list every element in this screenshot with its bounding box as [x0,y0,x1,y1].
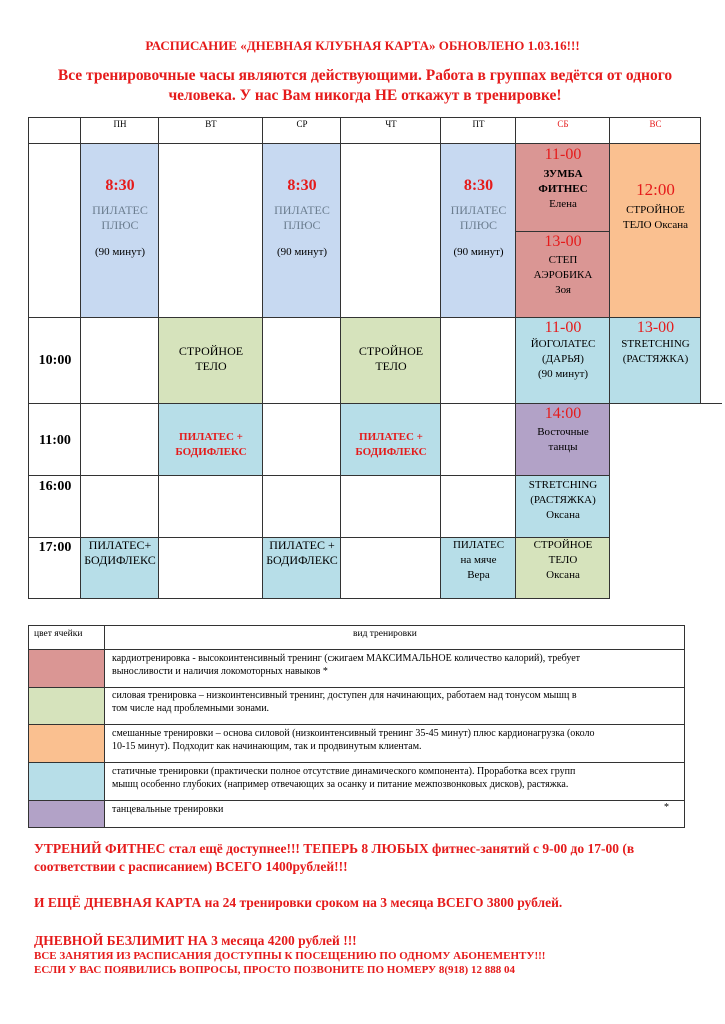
time-label-10: 10:00 [38,353,72,368]
cell-name-2: ПЛЮС [283,218,321,232]
cell-name-1: STRETCHING [621,338,690,350]
cell-fri-17 [441,538,516,598]
legend-desc-line: статичные тренировки (практически полное отсутствие динамического компонента). Проработка всех групп [112,766,576,777]
cell-time: 13-00 [544,233,582,250]
grid-line [28,687,685,688]
cell-name-2: (РАСТЯЖКА) [622,353,689,365]
legend-desc-static [112,765,682,791]
cell-thu-11 [341,404,441,476]
cell-name-2: (РАСТЯЖКА) [530,494,596,506]
legend-desc-dance: танцевальные тренировки [112,804,224,815]
cell-coach: Елена [549,198,577,210]
grid-line [700,117,701,404]
cell-name-2: ФИТНЕС [538,183,588,195]
promo-line: УТРЕНИЙ ФИТНЕС стал ещё доступнее!!! ТЕПЕРЬ 8 ЛЮБЫХ фитнес-занятий с 9-00 до 17-00 (в [34,841,635,856]
cell-name-1: Восточные [537,426,589,438]
cell-name-1: ПИЛАТЕС [452,539,505,551]
grid-line [28,317,701,318]
cell-sat-10 [516,318,610,404]
cell-sat-11 [516,404,610,476]
cell-wed-17 [263,538,341,598]
cell-name-1: STRETCHING [528,479,598,491]
grid-line [28,117,29,599]
grid-line [515,117,516,599]
cell-coach: Оксана [546,569,580,581]
cell-time: 14:00 [544,405,582,422]
legend-swatch-static [29,763,104,800]
cell-name-1: ЗУМБА [543,168,583,180]
cell-coach: Зоя [555,284,571,296]
cell-name-2: БОДИФЛЕКС [175,446,247,458]
cell-fri-morning [441,144,516,318]
cell-thu-10 [341,318,441,404]
promo-unlimited: ДНЕВНОЙ БЕЗЛИМИТ НА 3 месяца 4200 рублей !!! [34,933,357,948]
grid-line [28,403,722,404]
legend-desc-mixed [112,727,682,753]
legend-star: * [664,802,669,813]
cell-name-1: ПИЛАТЕС + [359,431,423,443]
cell-name-1: СТРОЙНОЕ [178,344,244,358]
day-header-sun: ВС [649,119,662,129]
cell-name-2: БОДИФЛЕКС [266,553,338,567]
cell-name-2: ТЕЛО [195,359,227,373]
day-header-fri: ПТ [472,119,485,129]
cell-name-1: ПИЛАТЕС [274,203,330,217]
grid-line [28,649,685,650]
cell-sat-1 [516,144,610,232]
cell-tue-10 [159,318,263,404]
grid-line [80,117,81,599]
legend-desc-strength [112,689,682,715]
legend-desc-line: кардиотренировка - высокоинтенсивный тренинг (сжигаем МАКСИМАЛЬНОЕ количество калорий), требует [112,653,581,664]
cell-sun-1 [610,144,701,318]
grid-line [28,598,610,599]
cell-name-1: ПИЛАТЕС + [269,538,335,552]
time-label-11: 11:00 [39,433,71,448]
grid-line [609,117,610,599]
grid-line [28,724,685,725]
cell-name-1: СТРОЙНОЕ [626,204,685,216]
cell-name-1: ПИЛАТЕС+ [88,538,152,552]
legend-desc-line: мышц особенно глубоких (например отвечающих за осанку и питание межпозвонковых дисков), растяжка. [112,779,569,790]
grid-line [28,800,685,801]
grid-line [262,117,263,599]
cell-name-2: (ДАРЬЯ) [542,353,584,365]
cell-name-2: на мяче [460,554,497,566]
legend-desc-line: 10-15 минут). Подходит как начинающим, так и продвинутым клиентам. [112,741,422,752]
legend-header-color: цвет ячейки [34,629,83,639]
legend-desc-line: том числе над проблемными зонами. [112,703,270,714]
grid-line [28,475,610,476]
legend-header-type: вид тренировки [353,629,417,639]
legend-desc-cardio [112,652,682,678]
cell-name-2: АЭРОБИКА [533,269,593,281]
cell-tue-11 [159,404,263,476]
cell-name-2: ТЕЛО [375,359,407,373]
grid-line [440,117,441,599]
legend-desc-line: силовая тренировка – низкоинтенсивный тренинг, доступен для начинающих, работаем над тонусом мышц в [112,690,577,701]
grid-line [516,231,610,232]
promo-morning [34,840,684,876]
cell-name-2: ПЛЮС [459,218,498,232]
cell-name-1: ЙОГОЛАТЕС [530,338,596,350]
legend-swatch-dance [29,801,104,827]
cell-name-2: БОДИФЛЕКС [355,446,427,458]
cell-time: 8:30 [105,177,135,194]
cell-time: 8:30 [463,177,494,194]
cell-wed-morning [263,144,341,318]
promo-day-card: И ЕЩЁ ДНЕВНАЯ КАРТА на 24 тренировки сроком на 3 месяца ВСЕГО 3800 рублей. [34,895,563,910]
grid-line [28,117,701,118]
intro-text [20,66,710,106]
grid-line [28,537,610,538]
cell-coach: Вера [467,569,490,581]
cell-time: 11-00 [544,319,582,336]
legend-desc-line: выносливости и наличия локомоторных навыков * [112,666,328,677]
grid-line [28,143,701,144]
grid-line [104,625,105,828]
day-header-thu: ЧТ [385,119,397,129]
cell-mon-morning [81,144,159,318]
grid-line [158,117,159,599]
cell-sat-2 [516,232,610,318]
cell-name-2: ТЕЛО [548,554,578,566]
cell-sat-16 [516,476,610,538]
cell-duration: (90 минут) [537,368,589,380]
cell-time: 13-00 [636,319,675,336]
cell-sat-17 [516,538,610,598]
cell-time: 11-00 [544,146,582,163]
cell-name-1: ПИЛАТЕС [450,203,507,217]
day-header-tue: ВТ [205,119,217,129]
day-header-sat: СБ [557,119,569,129]
grid-line [28,762,685,763]
legend-swatch-strength [29,688,104,724]
time-label-16: 16:00 [38,479,72,494]
cell-name-2: ТЕЛО Оксана [622,219,689,231]
cell-sun-10 [610,318,701,404]
grid-line [340,117,341,599]
day-header-mon: ПН [113,119,127,129]
cell-name-1: СТРОЙНОЕ [533,539,593,551]
cell-mon-17 [81,538,159,598]
cell-name-1: ПИЛАТЕС + [179,431,243,443]
promo-all-classes: ВСЕ ЗАНЯТИЯ ИЗ РАСПИСАНИЯ ДОСТУПНЫ К ПОСЕЩЕНИЮ ПО ОДНОМУ АБОНЕМЕНТУ!!! [34,950,546,962]
intro-line-2: человека. У нас Вам никогда НЕ откажут в тренировке! [168,87,562,104]
time-label-17: 17:00 [38,540,72,555]
day-header-wed: СР [296,119,308,129]
cell-time: 12:00 [636,180,675,199]
cell-name-2: ПЛЮС [101,218,139,232]
legend-desc-line: смешанные тренировки – основа силовой (низкоинтенсивный тренинг 35-45 минут) плюс кардионагрузка (около [112,728,595,739]
cell-duration: (90 минут) [276,246,328,258]
page-title: РАСПИСАНИЕ «ДНЕВНАЯ КЛУБНАЯ КАРТА» ОБНОВЛЕНО 1.03.16!!! [145,38,580,53]
cell-coach: Оксана [546,509,580,521]
cell-name-1: ПИЛАТЕС [92,203,148,217]
cell-name-1: СТРОЙНОЕ [358,344,424,358]
cell-name-2: танцы [548,441,578,453]
cell-duration: (90 минут) [453,246,504,258]
cell-name-1: СТЕП [548,254,578,266]
cell-name-2: БОДИФЛЕКС [84,553,156,567]
promo-line: соответствии с расписанием) ВСЕГО 1400рублей!!! [34,859,348,874]
cell-time: 8:30 [287,177,317,194]
promo-contact: ЕСЛИ У ВАС ПОЯВИЛИСЬ ВОПРОСЫ, ПРОСТО ПОЗВОНИТЕ ПО НОМЕРУ 8(918) 12 888 04 [34,964,515,976]
cell-duration: (90 минут) [94,246,146,258]
legend-swatch-cardio [29,650,104,687]
legend-swatch-mixed [29,725,104,762]
intro-line-1: Все тренировочные часы являются действующими. Работа в группах ведётся от одного [57,67,673,84]
